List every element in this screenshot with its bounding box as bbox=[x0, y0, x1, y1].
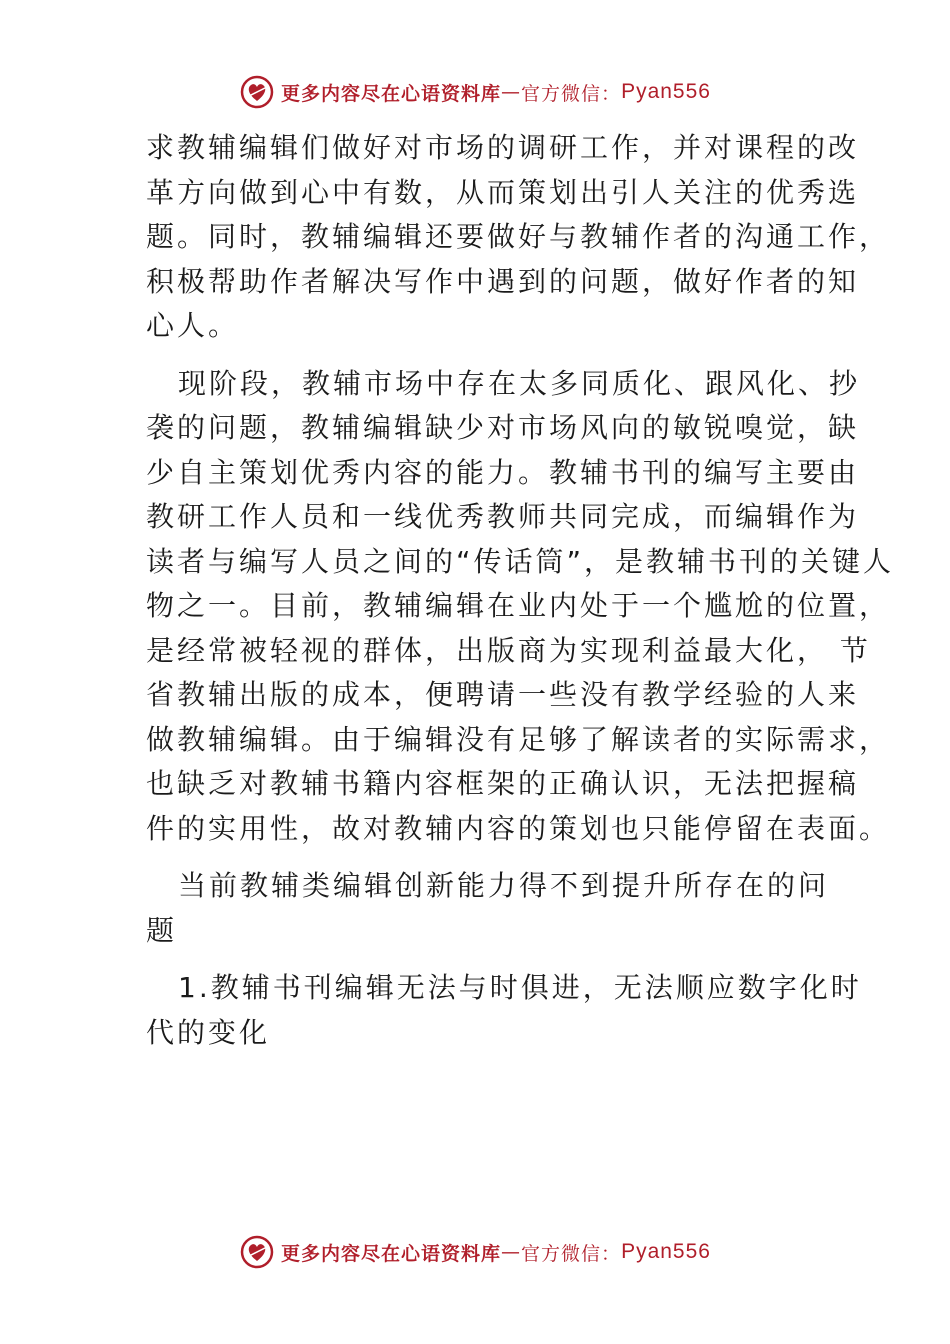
banner-brand: 更多内容尽在心语资料库 bbox=[281, 82, 502, 105]
subsection-heading bbox=[146, 966, 862, 1055]
text-line: 件的实用性，故对教辅内容的策划也只能停留在表面。 bbox=[146, 811, 891, 845]
text-line: 积极帮助作者解决写作中遇到的问题，做好作者的知 bbox=[146, 264, 860, 298]
text-line: 也缺乏对教辅书籍内容框架的正确认识，无法把握稿 bbox=[146, 767, 860, 800]
text-line: 题。同时，教辅编辑还要做好与教辅作者的沟通工作， bbox=[146, 220, 891, 253]
text-line: 心人。 bbox=[146, 309, 240, 342]
banner-wechat-id: Pyan556 bbox=[621, 80, 711, 103]
text-line: 是经常被轻视的群体，出版商为实现利益最大化， 节 bbox=[146, 633, 871, 667]
banner-separator: — bbox=[501, 1241, 522, 1263]
text-line: 现阶段，教辅市场中存在太多同质化、跟风化、抄 bbox=[178, 366, 861, 400]
text-line: 做教辅编辑。由于编辑没有足够了解读者的实际需求， bbox=[146, 722, 891, 756]
footer-banner bbox=[0, 1230, 950, 1274]
text-line: 革方向做到心中有数，从而策划出引人关注的优秀选 bbox=[146, 175, 860, 209]
text-line: 题 bbox=[146, 913, 178, 947]
text-line: 1.教辅书刊编辑无法与时俱进，无法顺应数字化时 bbox=[178, 971, 862, 1004]
heart-seal-icon bbox=[239, 74, 275, 110]
heart-seal-icon bbox=[239, 1234, 275, 1270]
header-banner bbox=[0, 70, 950, 114]
paragraph bbox=[146, 126, 891, 349]
text-line: 当前教辅类编辑创新能力得不到提升所存在的问 bbox=[178, 869, 830, 902]
text-line: 物之一。目前，教辅编辑在业内处于一个尴尬的位置， bbox=[146, 589, 891, 622]
text-line: 省教辅出版的成本，便聘请一些没有教学经验的人来 bbox=[146, 678, 860, 711]
section-heading bbox=[146, 864, 830, 953]
text-line: 教研工作人员和一线优秀教师共同完成，而编辑作为 bbox=[146, 500, 860, 533]
paragraph bbox=[146, 362, 895, 852]
text-line: 求教辅编辑们做好对市场的调研工作，并对课程的改 bbox=[146, 131, 860, 164]
banner-separator: — bbox=[501, 81, 522, 103]
text-line: 袭的问题，教辅编辑缺少对市场风向的敏锐嗅觉，缺 bbox=[146, 411, 860, 444]
document-body bbox=[146, 126, 895, 1055]
text-line: 代的变化 bbox=[146, 1015, 271, 1049]
banner-wechat-label: 官方微信： bbox=[521, 82, 622, 105]
text-line: 少自主策划优秀内容的能力。教辅书刊的编写主要由 bbox=[146, 455, 860, 489]
text-line: 读者与编写人员之间的“传话筒”，是教辅书刊的关键人 bbox=[146, 544, 895, 578]
banner-wechat-id: Pyan556 bbox=[621, 1240, 711, 1263]
banner-wechat-label: 官方微信： bbox=[521, 1242, 622, 1265]
banner-brand: 更多内容尽在心语资料库 bbox=[281, 1242, 502, 1265]
